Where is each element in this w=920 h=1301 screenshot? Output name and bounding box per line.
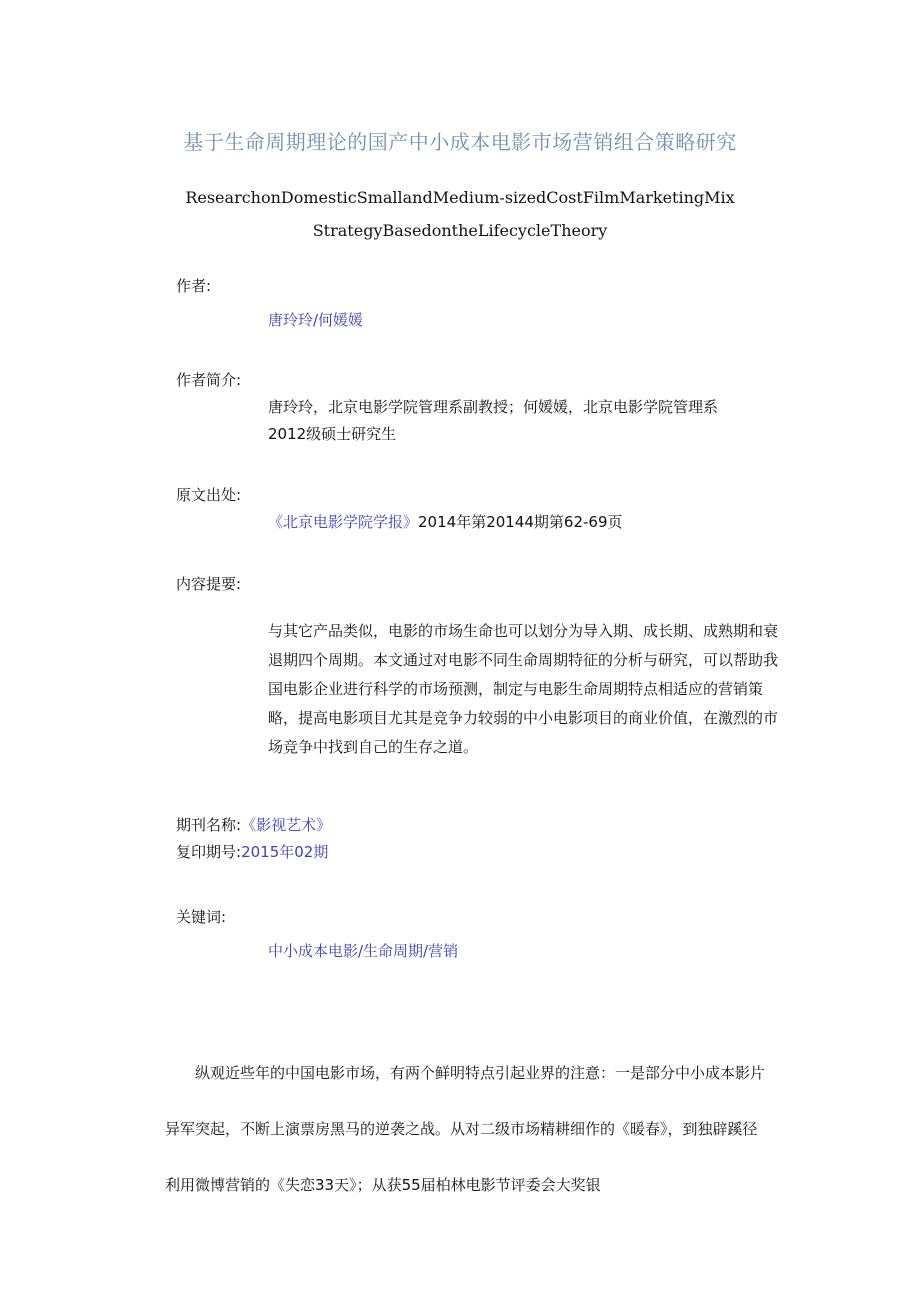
page-title: 基于生命周期理论的国产中小成本电影市场营销组合策略研究 [183, 130, 737, 154]
reprint-label: 复印期号: [176, 843, 242, 861]
source-detail: 2014年第20144期第62-69页 [418, 513, 623, 531]
keywords-links[interactable]: 中小成本电影/生命周期/营销 [268, 942, 459, 960]
author-bio-line-1: 唐玲玲，北京电影学院管理系副教授；何媛媛，北京电影学院管理系 [268, 398, 719, 416]
english-title-line-2: StrategyBasedontheLifecycleTheory [312, 221, 608, 240]
periodical-label: 期刊名称: [176, 816, 242, 834]
body-paragraph-1: 纵观近些年的中国电影市场，有两个鲜明特点引起业界的注意：一是部分中小成本影片异军突起，不断上演票房黑马的逆袭之战。从对二级市场精耕细作的《暖春》，到独辟蹊径利用微博营销的《失恋33天》；从获55届柏林电影节评委会大奖银 [165, 1064, 766, 1194]
author-bio-line-2: 2012级硕士研究生 [268, 425, 397, 443]
abstract-label: 内容提要: [176, 575, 242, 593]
author-label: 作者: [176, 277, 212, 295]
source-line [268, 511, 623, 532]
author-names-link[interactable]: 唐玲玲/何媛媛 [268, 311, 364, 329]
periodical-link[interactable]: 《影视艺术》 [241, 816, 332, 834]
keywords-label: 关键词: [176, 908, 227, 926]
reprint-row [176, 841, 328, 862]
source-label: 原文出处: [176, 486, 242, 504]
abstract-text: 与其它产品类似，电影的市场生命也可以划分为导入期、成长期、成熟期和衰退期四个周期。本文通过对电影不同生命周期特征的分析与研究，可以帮助我国电影企业进行科学的市场预测，制定与电影生命周期特点相适应的营销策略，提高电影项目尤其是竞争力较弱的中小电影项目的商业价值，在激烈的市场竞争中找到自己的生存之道。 [268, 622, 779, 756]
author-bio-label: 作者简介: [176, 371, 242, 389]
reprint-issue-link[interactable]: 2015年02期 [241, 843, 329, 861]
source-journal-link[interactable]: 《北京电影学院学报》 [268, 513, 419, 531]
periodical-row [176, 814, 331, 835]
english-title-line-1: ResearchonDomesticSmallandMedium-sizedCostFilmMarketingMix [185, 188, 735, 207]
